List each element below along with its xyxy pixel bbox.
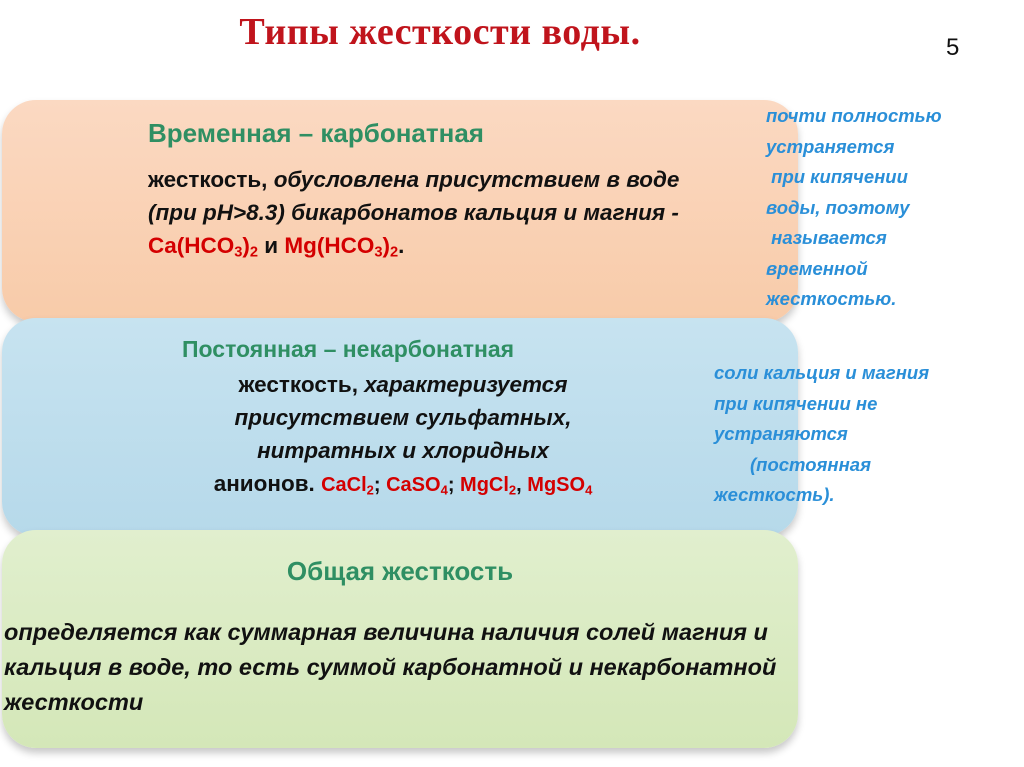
temporary-hardness-text (148, 163, 708, 262)
temporary-text-body: обусловлена присутствием в воде (при pH>8.3) бикарбонатов кальция и магния - (148, 167, 680, 225)
permanent-hardness-text (168, 368, 638, 502)
formula-magnesium-bicarbonate: $Mg(HCO_3)_2$ (284, 233, 399, 261)
total-hardness-text: определяется как суммарная величина наличия солей магния и кальция в воде, то есть суммой карбонатной и некарбонатной жесткости (4, 619, 777, 715)
permanent-text-body: характеризуется присутствием сульфатных, нитратных и хлоридных (234, 372, 572, 463)
temporary-hardness-heading: Временная – карбонатная (148, 118, 484, 148)
permanent-text-anions: анионов. (213, 471, 315, 496)
formula-calcium-bicarbonate: $Ca(HCO_3)_2$ (148, 233, 259, 261)
total-hardness-heading: Общая жесткость (286, 556, 514, 586)
formula-period: . (398, 233, 405, 258)
formula-and: и (258, 233, 285, 258)
slide-title: Типы жесткости воды. (239, 11, 641, 53)
permanent-hardness-heading: Постоянная – некарбонатная (182, 336, 515, 362)
permanent-text-lead: жесткость, (238, 372, 358, 397)
temporary-hardness-note: почти полностью устраняется при кипячении воды, поэтому называется временной жесткостью. (766, 105, 942, 309)
formula-list: CaCl$_2$; CaSO$_4$; MgCl$_2$, MgSO$_4$ (321, 474, 593, 498)
temporary-text-lead: жесткость, (148, 167, 268, 192)
permanent-hardness-note: соли кальция и магния при кипячении не устраняются (постоянная жесткость). (714, 362, 930, 505)
slide-number: 5 (946, 34, 960, 61)
